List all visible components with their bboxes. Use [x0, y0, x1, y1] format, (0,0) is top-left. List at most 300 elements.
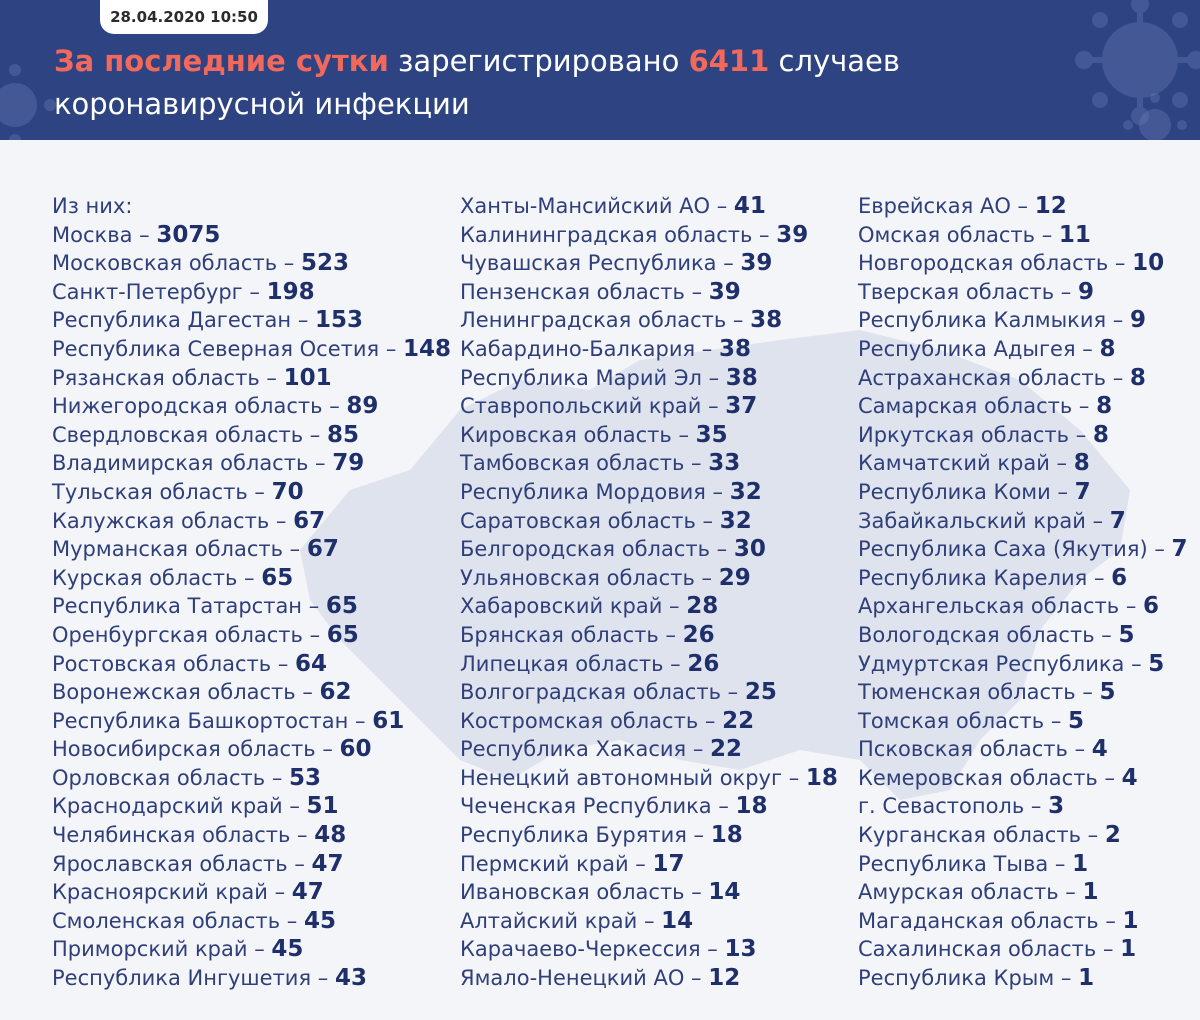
region-case-count: 37 [725, 393, 758, 420]
dash-separator: – [247, 937, 272, 962]
region-name: Республика Саха (Якутия) [858, 537, 1148, 562]
region-name: Ставропольский край [460, 394, 702, 419]
dash-separator: – [1080, 823, 1105, 848]
region-row [460, 592, 838, 621]
region-name: Республика Коми [858, 479, 1051, 504]
region-case-count: 85 [326, 421, 359, 448]
region-case-count: 51 [306, 793, 339, 820]
dash-separator: – [1106, 365, 1130, 390]
region-case-count: 10 [1132, 250, 1165, 277]
dash-separator: – [282, 794, 307, 819]
region-case-count: 3075 [156, 221, 221, 248]
region-name: Тюменская область [858, 680, 1076, 705]
region-name: Самарская область [858, 394, 1073, 419]
region-case-count: 32 [719, 507, 752, 534]
region-name: Сахалинская область [858, 937, 1097, 962]
region-case-count: 1 [1072, 850, 1089, 877]
region-row [858, 221, 1188, 250]
region-case-count: 65 [325, 593, 358, 620]
region-name: Липецкая область [460, 651, 664, 676]
dash-separator: – [1044, 708, 1069, 733]
dash-separator: – [1054, 966, 1079, 991]
region-case-count: 14 [661, 907, 694, 934]
dash-separator: – [1048, 851, 1073, 876]
region-case-count: 45 [271, 936, 304, 963]
dash-separator: – [302, 622, 327, 647]
region-row [52, 535, 451, 564]
headline-accent-period: За последние сутки [54, 44, 389, 78]
region-row [858, 878, 1188, 907]
dash-separator: – [1085, 508, 1110, 533]
region-name: Московская область [52, 251, 278, 276]
region-row [858, 850, 1188, 879]
region-name: Приморский край [52, 937, 248, 962]
region-name: Орловская область [52, 765, 266, 790]
region-case-count: 2 [1104, 822, 1121, 849]
headline-end: случаев [769, 44, 900, 78]
region-case-count: 38 [750, 307, 783, 334]
headline-total-cases: 6411 [688, 44, 770, 78]
region-name: Еврейская АО [858, 194, 1011, 218]
dash-separator: – [700, 937, 725, 962]
region-row [460, 735, 838, 764]
region-name: Забайкальский край [858, 508, 1086, 533]
region-name: Мурманская область [52, 537, 283, 562]
dash-separator: – [1094, 622, 1119, 647]
region-row [858, 764, 1188, 793]
region-case-count: 5 [1099, 679, 1116, 706]
region-row [52, 792, 451, 821]
region-case-count: 6 [1143, 593, 1160, 620]
region-row [52, 278, 451, 307]
region-row [460, 478, 838, 507]
region-case-count: 523 [300, 250, 349, 277]
region-case-count: 67 [306, 536, 339, 563]
dash-separator: – [716, 251, 741, 276]
region-case-count: 43 [334, 965, 367, 992]
dash-separator: – [1010, 194, 1035, 218]
region-row [460, 792, 838, 821]
region-name: Республика Тыва [858, 851, 1049, 876]
dash-separator: – [663, 651, 688, 676]
region-case-count: 4 [1091, 736, 1108, 763]
region-name: Республика Хакасия [460, 737, 687, 762]
region-case-count: 47 [291, 879, 324, 906]
region-name: Смоленская область [52, 908, 281, 933]
region-row [460, 650, 838, 679]
dash-separator: – [726, 308, 751, 333]
region-case-count: 12 [1034, 193, 1067, 219]
region-name: Чувашская Республика [460, 251, 717, 276]
region-name: Рязанская область [52, 365, 260, 390]
dash-separator: – [322, 394, 347, 419]
region-case-count: 1 [1120, 936, 1137, 963]
dash-separator: – [1097, 765, 1122, 790]
region-row [858, 707, 1188, 736]
dash-separator: – [684, 279, 709, 304]
region-case-count: 9 [1129, 307, 1146, 334]
dash-separator: – [1058, 880, 1083, 905]
region-name: Калининградская область [460, 222, 753, 247]
region-case-count: 39 [708, 278, 741, 305]
region-row [460, 878, 838, 907]
region-name: Ямало-Ненецкий АО [460, 966, 685, 991]
region-name: Омская область [858, 222, 1036, 247]
dash-separator: – [277, 251, 301, 276]
region-name: Брянская область [460, 622, 659, 647]
dash-separator: – [752, 222, 777, 247]
region-row [52, 421, 451, 450]
region-case-count: 45 [303, 907, 336, 934]
region-name: Тамбовская область [460, 451, 685, 476]
region-name: Республика Крым [858, 966, 1055, 991]
region-name: Иркутская область [858, 422, 1070, 447]
region-case-count: 5 [1148, 650, 1165, 677]
dash-separator: – [1087, 565, 1112, 590]
dash-separator: – [701, 394, 726, 419]
region-row [858, 278, 1188, 307]
region-row [460, 249, 838, 278]
dash-separator: – [637, 908, 662, 933]
dash-separator: – [1108, 251, 1133, 276]
region-case-count: 64 [295, 650, 328, 677]
dash-separator: – [701, 365, 726, 390]
region-name: Республика Дагестан [52, 308, 292, 333]
dash-separator: – [782, 765, 806, 790]
region-case-count: 3 [1048, 793, 1065, 820]
region-case-count: 7 [1074, 478, 1091, 505]
dash-separator: – [705, 479, 730, 504]
region-name: Ханты-Мансийский АО [460, 194, 711, 218]
region-row [460, 821, 838, 850]
region-name: Республика Мордовия [460, 479, 706, 504]
region-name: Курганская область [858, 823, 1081, 848]
dash-separator: – [1067, 737, 1092, 762]
region-case-count: 38 [718, 335, 751, 362]
region-name: Республика Адыгея [858, 336, 1076, 361]
region-row [52, 650, 451, 679]
region-row [52, 478, 451, 507]
region-name: Республика Башкортостан [52, 708, 349, 733]
region-name: Астраханская область [858, 365, 1107, 390]
region-case-count: 8 [1099, 335, 1116, 362]
region-row [52, 306, 451, 335]
region-case-count: 67 [293, 507, 326, 534]
region-row [52, 364, 451, 393]
dash-separator: – [658, 622, 683, 647]
dash-separator: – [315, 737, 340, 762]
dash-separator: – [1024, 794, 1049, 819]
region-name: Свердловская область [52, 422, 304, 447]
region-name: Пензенская область [460, 279, 685, 304]
dash-separator: – [291, 308, 316, 333]
region-row [52, 221, 451, 250]
region-case-count: 47 [311, 850, 344, 877]
region-name: Удмуртская Республика [858, 651, 1125, 676]
region-row [52, 392, 451, 421]
region-row [460, 964, 838, 993]
region-name: Архангельская область [858, 594, 1120, 619]
intro-label: Из них: [52, 194, 133, 218]
region-row [858, 535, 1188, 564]
region-case-count: 1 [1078, 965, 1095, 992]
dash-separator: – [1096, 937, 1121, 962]
region-row [460, 335, 838, 364]
dash-separator: – [348, 708, 373, 733]
region-row [858, 335, 1188, 364]
region-case-count: 48 [314, 822, 347, 849]
dash-separator: – [1075, 680, 1100, 705]
dash-separator: – [1035, 222, 1059, 247]
region-name: Чеченская Республика [460, 794, 712, 819]
region-row [460, 221, 838, 250]
region-name: Магаданская область [858, 908, 1099, 933]
dash-separator: – [280, 908, 304, 933]
region-row [460, 764, 838, 793]
region-row [52, 764, 451, 793]
region-row [858, 306, 1188, 335]
region-case-count: 79 [332, 450, 365, 477]
region-row [858, 735, 1188, 764]
column-1 [52, 192, 451, 993]
region-name: Ульяновская область [460, 565, 695, 590]
region-case-count: 28 [686, 593, 719, 620]
region-case-count: 18 [735, 793, 768, 820]
dash-separator: – [1124, 651, 1149, 676]
dash-separator: – [1054, 279, 1078, 304]
region-row [858, 449, 1188, 478]
region-row [52, 935, 451, 964]
region-row [52, 707, 451, 736]
region-name: Тверская область [858, 279, 1055, 304]
region-name: Ярославская область [52, 851, 288, 876]
region-case-count: 13 [724, 936, 757, 963]
region-row [52, 507, 451, 536]
region-name: Республика Татарстан [52, 594, 303, 619]
region-name: Тульская область [52, 479, 248, 504]
region-case-count: 26 [687, 650, 720, 677]
dash-separator: – [311, 966, 335, 991]
region-name: Ленинградская область [460, 308, 727, 333]
dash-separator: – [684, 451, 709, 476]
date-badge: 28.04.2020 10:50 [100, 0, 268, 34]
dash-separator: – [1050, 479, 1075, 504]
region-row [52, 821, 451, 850]
region-case-count: 65 [326, 621, 359, 648]
dash-separator: – [1075, 336, 1100, 361]
region-case-count: 60 [339, 736, 372, 763]
region-name: Краснодарский край [52, 794, 283, 819]
region-name: Камчатский край [858, 451, 1050, 476]
dash-separator: – [1119, 594, 1143, 619]
region-row [858, 421, 1188, 450]
region-case-count: 39 [740, 250, 773, 277]
region-row [52, 735, 451, 764]
region-name: Республика Карелия [858, 565, 1088, 590]
region-row [858, 592, 1188, 621]
region-name: Красноярский край [52, 880, 268, 905]
headline-mid: зарегистрировано [388, 44, 689, 78]
page-title [54, 40, 1054, 126]
region-name: Республика Северная Осетия [52, 336, 380, 361]
region-case-count: 9 [1077, 278, 1094, 305]
region-name: Оренбургская область [52, 622, 303, 647]
region-case-count: 89 [346, 393, 379, 420]
region-name: Нижегородская область [52, 394, 323, 419]
dash-separator: – [269, 508, 294, 533]
region-row [52, 964, 451, 993]
region-name: Белгородская область [460, 537, 710, 562]
region-case-count: 1 [1082, 879, 1099, 906]
region-row [460, 278, 838, 307]
region-name: Воронежская область [52, 680, 296, 705]
region-name: Владимирская область [52, 451, 309, 476]
dash-separator: – [1072, 394, 1097, 419]
region-case-count: 12 [708, 965, 741, 992]
region-name: Ненецкий автономный округ [460, 765, 783, 790]
dash-separator: – [1147, 537, 1172, 562]
region-case-count: 6 [1111, 564, 1128, 591]
region-case-count: 8 [1096, 393, 1113, 420]
region-case-count: 7 [1171, 536, 1188, 563]
region-name: Республика Ингушетия [52, 966, 312, 991]
region-row [52, 592, 451, 621]
region-row [858, 650, 1188, 679]
region-case-count: 1 [1122, 907, 1139, 934]
region-case-count: 8 [1092, 421, 1109, 448]
dash-separator: – [662, 594, 687, 619]
dash-separator: – [720, 680, 745, 705]
dash-separator: – [302, 594, 326, 619]
region-case-count: 11 [1058, 221, 1091, 248]
region-row [52, 907, 451, 936]
virus-icon [1120, 90, 1190, 140]
region-case-count: 7 [1109, 507, 1126, 534]
dash-separator: – [710, 194, 734, 218]
dash-separator: – [684, 880, 709, 905]
region-case-count: 22 [710, 736, 743, 763]
region-row [52, 678, 451, 707]
dash-separator: – [242, 279, 267, 304]
dash-separator: – [265, 765, 290, 790]
region-row [460, 621, 838, 650]
region-name: Карачаево-Черкессия [460, 937, 701, 962]
dash-separator: – [1049, 451, 1074, 476]
region-row [858, 249, 1188, 278]
region-row [460, 306, 838, 335]
dash-separator: – [628, 851, 653, 876]
region-case-count: 17 [652, 850, 685, 877]
dash-separator: – [1098, 908, 1123, 933]
region-row [460, 421, 838, 450]
region-case-count: 32 [729, 478, 762, 505]
column-3 [858, 192, 1188, 993]
region-case-count: 70 [271, 478, 304, 505]
column-2 [460, 192, 838, 993]
region-row [460, 507, 838, 536]
region-row [858, 478, 1188, 507]
region-name: Курская область [52, 565, 238, 590]
region-row [460, 907, 838, 936]
header-banner [0, 0, 1200, 140]
region-name: Костромская область [460, 708, 699, 733]
region-name: Республика Калмыкия [858, 308, 1107, 333]
region-row [858, 821, 1188, 850]
dash-separator: – [271, 651, 296, 676]
dash-separator: – [132, 222, 157, 247]
region-case-count: 25 [744, 679, 777, 706]
region-name: Ивановская область [460, 880, 685, 905]
region-case-count: 8 [1129, 364, 1146, 391]
region-row [858, 935, 1188, 964]
dash-separator: – [671, 422, 696, 447]
region-case-count: 41 [733, 193, 766, 219]
dash-separator: – [686, 737, 711, 762]
region-case-count: 53 [289, 764, 322, 791]
dash-separator: – [237, 565, 262, 590]
region-row [52, 621, 451, 650]
region-name: Кировская область [460, 422, 672, 447]
region-row [52, 878, 451, 907]
region-case-count: 5 [1118, 621, 1135, 648]
region-name: Новгородская область [858, 251, 1109, 276]
region-case-count: 30 [733, 536, 766, 563]
dash-separator: – [695, 508, 720, 533]
region-case-count: 39 [776, 221, 809, 248]
dash-separator: – [695, 336, 719, 361]
region-case-count: 101 [283, 364, 332, 391]
region-row [460, 935, 838, 964]
dash-separator: – [287, 851, 312, 876]
region-name: Алтайский край [460, 908, 638, 933]
dash-separator: – [303, 422, 327, 447]
dash-separator: – [295, 680, 320, 705]
region-row [52, 249, 451, 278]
region-row [52, 850, 451, 879]
dash-separator: – [709, 537, 734, 562]
region-case-count: 5 [1068, 707, 1085, 734]
region-name: Томская область [858, 708, 1045, 733]
region-name: Челябинская область [52, 823, 291, 848]
region-row [460, 192, 838, 221]
region-name: Калужская область [52, 508, 270, 533]
region-row [858, 564, 1188, 593]
region-name: Республика Марий Эл [460, 365, 702, 390]
region-row [460, 707, 838, 736]
region-case-count: 22 [722, 707, 755, 734]
region-case-count: 61 [372, 707, 405, 734]
region-row [460, 564, 838, 593]
dash-separator: – [290, 823, 315, 848]
region-row [460, 850, 838, 879]
region-case-count: 18 [710, 822, 743, 849]
region-name: Санкт-Петербург [52, 279, 243, 304]
region-row [460, 449, 838, 478]
dash-separator: – [694, 565, 719, 590]
virus-icon [0, 60, 60, 140]
headline-line-2: коронавирусной инфекции [54, 87, 470, 121]
region-case-count: 65 [261, 564, 294, 591]
region-name: Кемеровская область [858, 765, 1098, 790]
region-name: г. Севастополь [858, 794, 1025, 819]
dash-separator: – [379, 336, 404, 361]
dash-separator: – [308, 451, 333, 476]
region-case-count: 26 [682, 621, 715, 648]
region-name: Псковская область [858, 737, 1068, 762]
region-case-count: 4 [1121, 764, 1138, 791]
region-name: Республика Бурятия [460, 823, 687, 848]
dash-separator: – [259, 365, 284, 390]
